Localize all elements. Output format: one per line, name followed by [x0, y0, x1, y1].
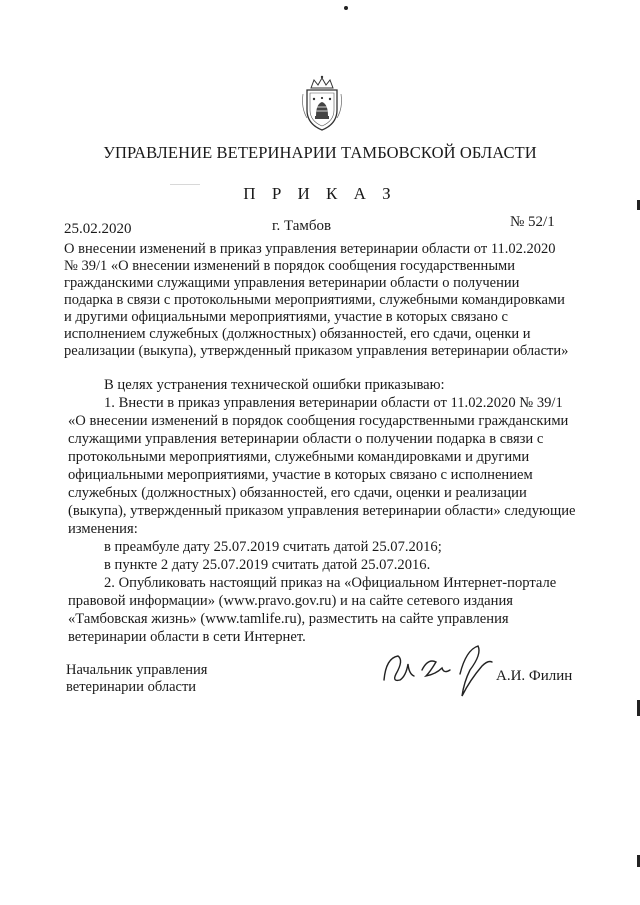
signatory-name: А.И. Филин — [496, 668, 573, 684]
document-number: № 52/1 — [510, 214, 555, 230]
coat-of-arms-icon — [297, 74, 347, 134]
body-line: официальными мероприятиями, участие в которых связано с исполнением — [68, 467, 533, 483]
subject-line: исполнением служебных (должностных) обязанностей, его сдачи, оценки и — [64, 326, 531, 342]
subject-line: подарка в связи с протокольными мероприятиями, служебными командировками — [64, 292, 565, 308]
body-line: изменения: — [68, 521, 138, 537]
body-line: ветеринарии области в сети Интернет. — [68, 629, 306, 645]
body-line: «О внесении изменений в порядок сообщения государственными гражданскими — [68, 413, 569, 429]
body-line: служебных (должностных) обязанностей, его сдачи, оценки и реализации — [68, 485, 527, 501]
document-city: г. Тамбов — [272, 218, 332, 234]
document-subject — [64, 241, 584, 360]
body-line: В целях устранения технической ошибки приказываю: — [104, 377, 445, 393]
body-line: 1. Внести в приказ управления ветеринарии области от 11.02.2020 № 39/1 — [104, 395, 563, 411]
document-title: П Р И К А З — [243, 184, 397, 203]
body-line: в пункте 2 дату 25.07.2019 считать датой 25.07.2016. — [104, 557, 431, 573]
document-body — [68, 376, 598, 646]
organization-name: УПРАВЛЕНИЕ ВЕТЕРИНАРИИ ТАМБОВСКОЙ ОБЛАСТИ — [103, 143, 537, 162]
body-line: в преамбуле дату 25.07.2019 считать датой 25.07.2016; — [104, 539, 442, 555]
scan-dot — [344, 6, 348, 10]
handwritten-signature — [378, 640, 496, 700]
subject-line: реализации (выкупа), утвержденный приказом управления ветеринарии области» — [64, 343, 569, 359]
document-date: 25.02.2020 — [64, 221, 132, 237]
body-line: (выкупа), утвержденный приказом управления ветеринарии области» следующие — [68, 503, 576, 519]
body-line: «Тамбовская жизнь» (www.tamlife.ru), разместить на сайте управления — [68, 611, 509, 627]
body-line: правовой информации» (www.pravo.gov.ru) и на сайте сетевого издания — [68, 593, 513, 609]
signatory-position: Начальник управления ветеринарии области — [66, 662, 208, 695]
body-line: служащими управления ветеринарии области о получении подарка в связи с — [68, 431, 544, 447]
subject-line: № 39/1 «О внесении изменений в порядок сообщения государственными — [64, 258, 515, 274]
subject-line: и другими официальными мероприятиями, участие в которых связано с — [64, 309, 508, 325]
subject-line: гражданскими служащими управления ветеринарии области о получении — [64, 275, 520, 291]
body-line: протокольными мероприятиями, служебными командировками и другими — [68, 449, 530, 465]
subject-line: О внесении изменений в приказ управления ветеринарии области от 11.02.2020 — [64, 241, 556, 257]
body-line: 2. Опубликовать настоящий приказ на «Официальном Интернет-портале — [104, 575, 557, 591]
